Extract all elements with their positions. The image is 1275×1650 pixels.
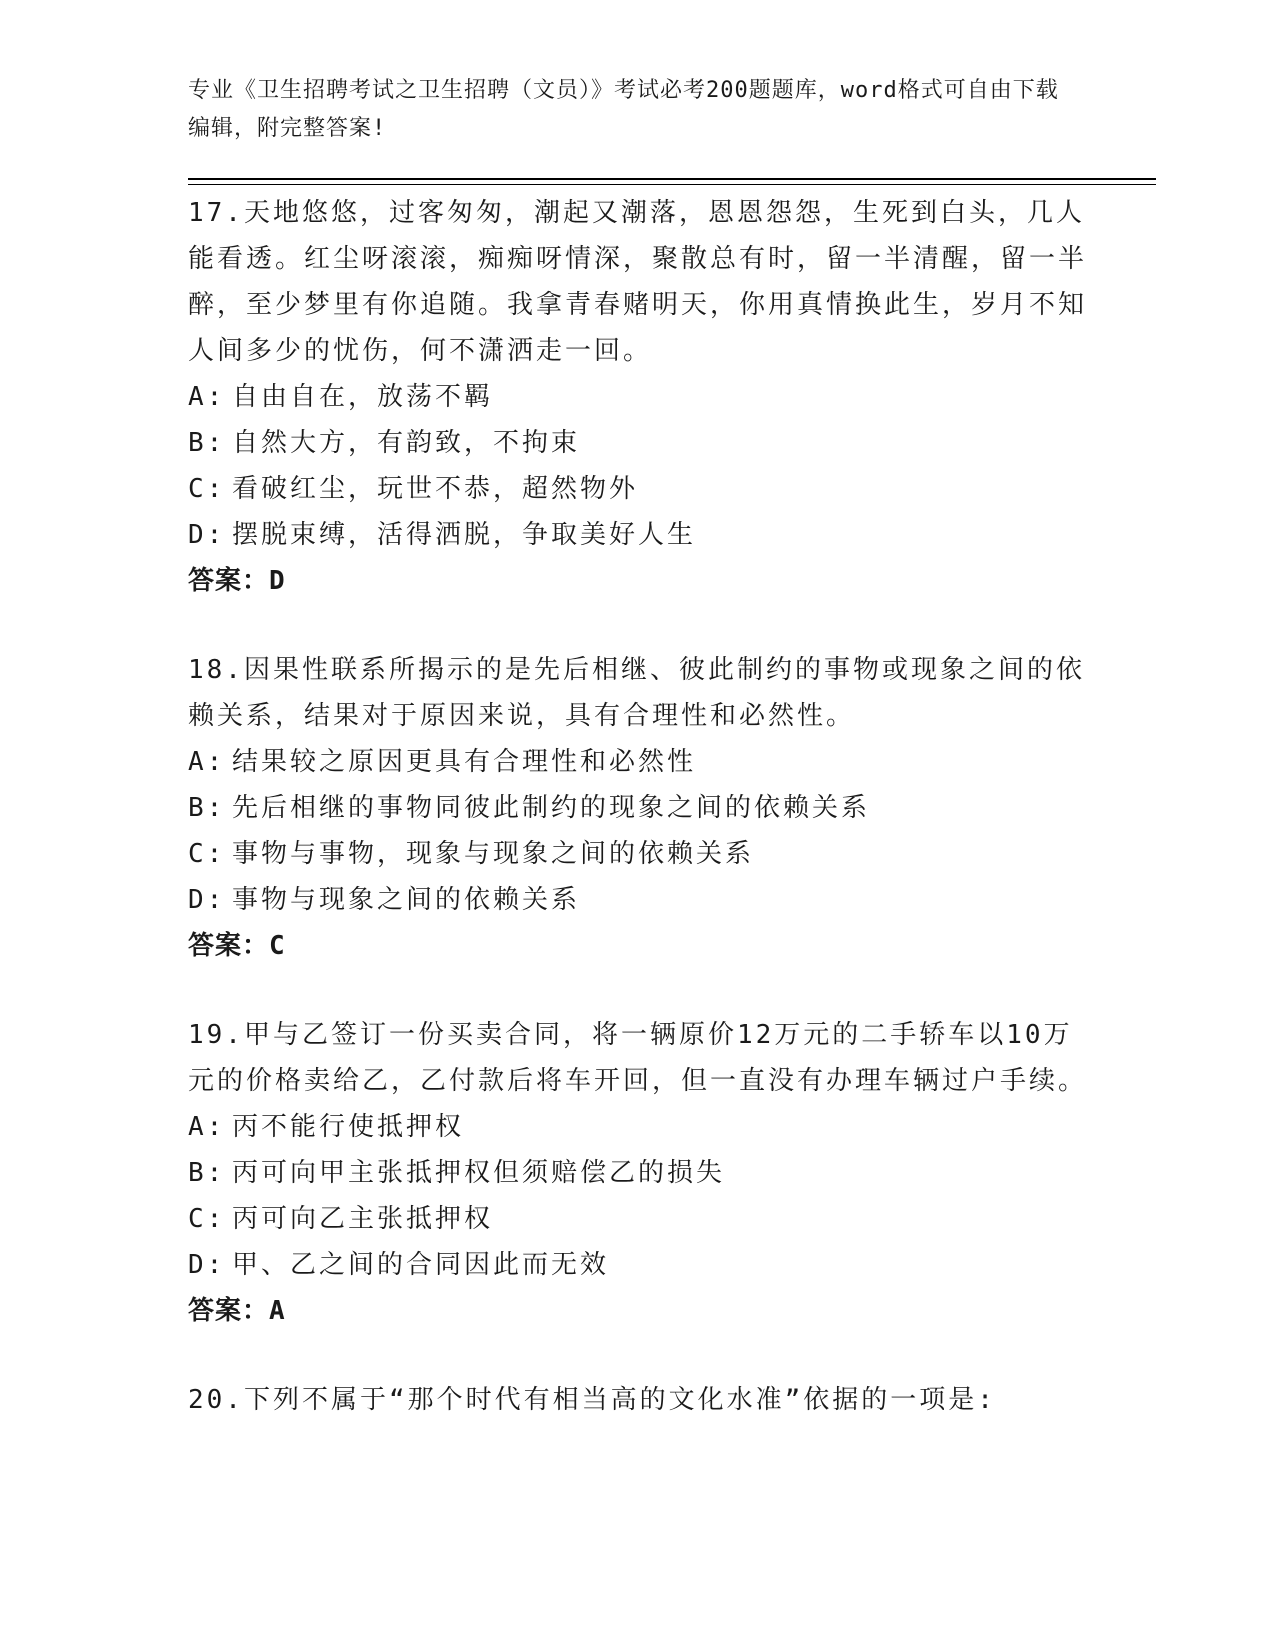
option-c (188, 831, 1088, 877)
question-18 (188, 647, 1088, 969)
option-letter: C: (188, 474, 226, 504)
question-stem: 18.因果性联系所揭示的是先后相继、彼此制约的事物或现象之间的依赖关系，结果对于原因来说，具有合理性和必然性。 (188, 655, 1085, 731)
option-letter: B: (188, 428, 226, 458)
option-letter: B: (188, 1158, 226, 1188)
option-text: 事物与现象之间的依赖关系 (232, 885, 581, 915)
option-text: 丙可向乙主张抵押权 (232, 1204, 494, 1234)
option-letter: D: (188, 885, 226, 915)
option-c (188, 1196, 1088, 1242)
option-text: 看破红尘，玩世不恭，超然物外 (232, 474, 639, 504)
option-text: 自由自在，放荡不羁 (232, 382, 494, 412)
option-text: 丙不能行使抵押权 (232, 1112, 465, 1142)
option-b (188, 785, 1088, 831)
question-19 (188, 1012, 1088, 1334)
option-c (188, 466, 1088, 512)
option-letter: D: (188, 1250, 226, 1280)
header-divider-thin (188, 184, 1156, 185)
option-a (188, 1104, 1088, 1150)
option-letter: A: (188, 747, 226, 777)
option-letter: C: (188, 839, 226, 869)
header-divider-thick (188, 178, 1156, 180)
answer-line: 答案：D (188, 566, 286, 596)
option-a (188, 739, 1088, 785)
answer-line: 答案：C (188, 931, 286, 961)
option-text: 结果较之原因更具有合理性和必然性 (232, 747, 697, 777)
question-stem: 17.天地悠悠，过客匆匆，潮起又潮落，恩恩怨怨，生死到白头，几人能看透。红尘呀滚滚，痴痴呀情深，聚散总有时，留一半清醒，留一半醉，至少梦里有你追随。我拿青春赌明天，你用真情换此生，岁月不知人间多少的忧伤，何不潇洒走一回。 (188, 198, 1088, 366)
question-20 (188, 1377, 1088, 1423)
option-b (188, 1150, 1088, 1196)
option-text: 摆脱束缚，活得洒脱，争取美好人生 (232, 520, 697, 550)
question-stem: 19.甲与乙签订一份买卖合同，将一辆原价12万元的二手轿车以10万元的价格卖给乙，乙付款后将车开回，但一直没有办理车辆过户手续。 (188, 1020, 1088, 1096)
question-17 (188, 190, 1088, 604)
option-letter: A: (188, 1112, 226, 1142)
option-d (188, 877, 1088, 923)
option-text: 丙可向甲主张抵押权但须赔偿乙的损失 (232, 1158, 726, 1188)
question-list (188, 190, 1088, 1466)
option-text: 自然大方，有韵致，不拘束 (232, 428, 581, 458)
answer-line: 答案：A (188, 1296, 286, 1326)
option-text: 甲、乙之间的合同因此而无效 (232, 1250, 610, 1280)
option-a (188, 374, 1088, 420)
option-text: 事物与事物，现象与现象之间的依赖关系 (232, 839, 755, 869)
option-d (188, 512, 1088, 558)
option-letter: D: (188, 520, 226, 550)
option-letter: B: (188, 793, 226, 823)
option-d (188, 1242, 1088, 1288)
option-b (188, 420, 1088, 466)
option-letter: A: (188, 382, 226, 412)
document-header: 专业《卫生招聘考试之卫生招聘（文员）》考试必考200题题库，word格式可自由下载编辑，附完整答案! (188, 78, 1059, 141)
question-stem: 20.下列不属于“那个时代有相当高的文化水准”依据的一项是: (188, 1385, 996, 1415)
option-text: 先后相继的事物同彼此制约的现象之间的依赖关系 (232, 793, 871, 823)
option-letter: C: (188, 1204, 226, 1234)
